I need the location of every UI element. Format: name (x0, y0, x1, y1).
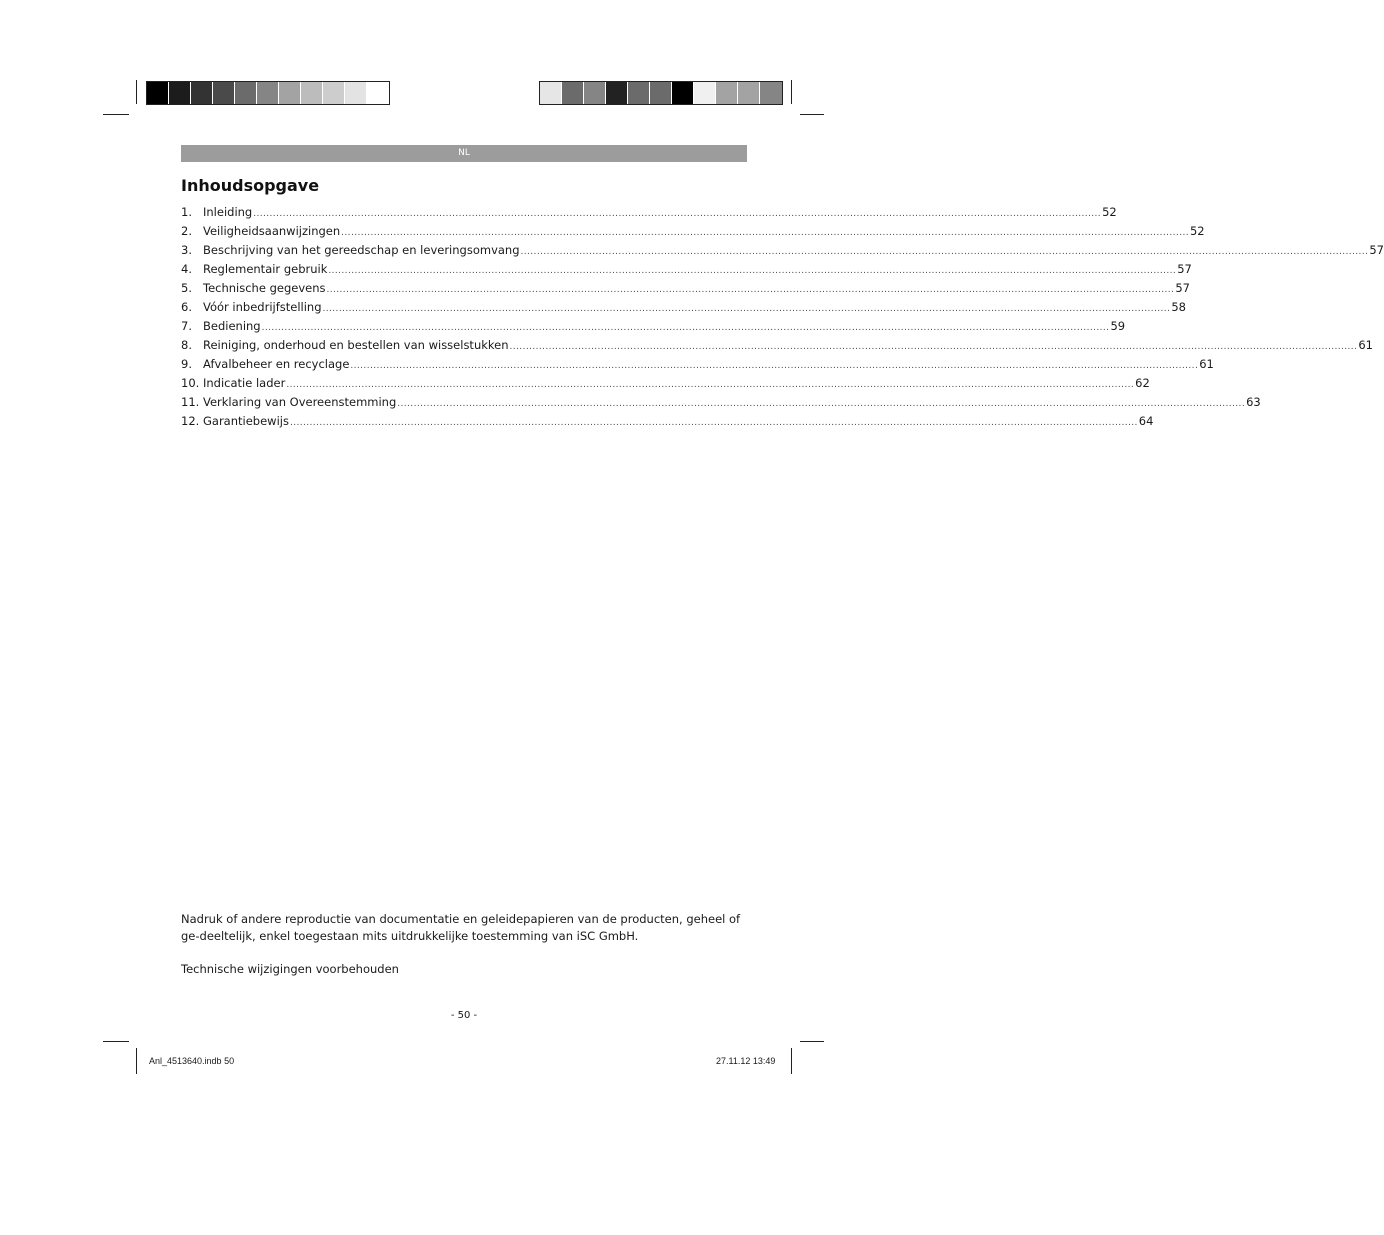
toc-item-number: 2. (181, 224, 192, 238)
color-swatch (213, 82, 235, 104)
toc-item-label: Beschrijving van het gereedschap en leveringsomvang (203, 243, 520, 257)
toc-item-label: Verklaring van Overeenstemming (203, 395, 397, 409)
toc-item (181, 203, 1117, 222)
toc-leader-dots: .................................................................................................................................................................................................................................................................... (253, 209, 1102, 219)
color-swatch (584, 82, 606, 104)
color-swatch (301, 82, 323, 104)
registration-bar-left (146, 81, 390, 105)
color-swatch (323, 82, 345, 104)
color-swatch (279, 82, 301, 104)
toc-item-label: Garantiebewijs (203, 414, 289, 428)
toc-item-page: 59 (1110, 319, 1126, 333)
toc-item-label: Indicatie lader (203, 376, 286, 390)
toc-leader-dots: .................................................................................................................................................................................................................................................................... (322, 304, 1171, 314)
toc-leader-dots: .................................................................................................................................................................................................................................................................... (341, 228, 1189, 238)
color-swatch (235, 82, 257, 104)
toc-item-label: Technische gegevens (203, 281, 326, 295)
color-swatch (738, 82, 760, 104)
toc-leader-dots: .................................................................................................................................................................................................................................................................... (520, 247, 1369, 257)
toc-item-number: 3. (181, 243, 192, 257)
toc-item-number: 12. (181, 414, 200, 428)
reproduction-notice: Nadruk of andere reproductie van documentatie en geleidepapieren van de producten, geheel of ge-deeltelijk, enkel toegestaan mits uitdrukkelijke toestemming van iSC GmbH. (181, 912, 741, 943)
toc-item-page: 64 (1138, 414, 1154, 428)
toc-item-page: 58 (1171, 300, 1186, 314)
toc-leader-dots: .................................................................................................................................................................................................................................................................... (328, 266, 1177, 276)
color-swatch (169, 82, 191, 104)
toc-item-page: 57 (1177, 262, 1192, 276)
toc-item-label: Vóór inbedrijfstelling (203, 300, 322, 314)
toc-item-number: 7. (181, 319, 192, 333)
toc-item-number: 5. (181, 281, 192, 295)
toc-item-label: Veiligheidsaanwijzingen (203, 224, 341, 238)
color-swatch (694, 82, 716, 104)
toc-item-label: Afvalbeheer en recyclage (203, 357, 350, 371)
toc-item (181, 374, 1150, 393)
registration-bar-right (539, 81, 783, 105)
toc-leader-dots: .................................................................................................................................................................................................................................................................... (509, 342, 1358, 352)
toc-item-page: 62 (1135, 376, 1150, 390)
toc-item (181, 298, 1186, 317)
footer-file: Anl_4513640.indb 50 (149, 1056, 235, 1066)
toc-item (181, 355, 1214, 374)
crop-mark (136, 80, 137, 104)
toc-item (181, 222, 1205, 241)
color-swatch (540, 82, 562, 104)
toc-item-label: Inleiding (203, 205, 253, 219)
color-swatch (147, 82, 169, 104)
toc-item (181, 317, 1126, 336)
toc-item-page: 52 (1102, 205, 1117, 219)
toc-item-number: 1. (181, 205, 192, 219)
crop-mark (791, 1048, 792, 1074)
toc-item-number: 4. (181, 262, 192, 276)
toc-item-page: 63 (1246, 395, 1261, 409)
toc-item (181, 279, 1190, 298)
crop-mark (136, 1048, 137, 1074)
toc-item (181, 393, 1261, 412)
toc-item-label: Reiniging, onderhoud en bestellen van wisselstukken (203, 338, 509, 352)
toc-leader-dots: .................................................................................................................................................................................................................................................................... (397, 399, 1246, 409)
tech-notice: Technische wijzigingen voorbehouden (181, 962, 399, 976)
toc-item-page: 57 (1175, 281, 1190, 295)
toc-leader-dots: .................................................................................................................................................................................................................................................................... (350, 361, 1199, 371)
color-swatch (606, 82, 628, 104)
crop-mark (791, 80, 792, 104)
toc-item-page: 52 (1189, 224, 1205, 238)
page-title: Inhoudsopgave (181, 176, 320, 195)
toc-item-page: 61 (1199, 357, 1214, 371)
toc-leader-dots: .................................................................................................................................................................................................................................................................... (286, 380, 1135, 390)
color-swatch (367, 82, 389, 104)
toc-item-number: 11. (181, 395, 200, 409)
toc-item-page: 61 (1358, 338, 1373, 352)
color-swatch (760, 82, 782, 104)
toc-item-page: 57 (1369, 243, 1384, 257)
color-swatch (345, 82, 367, 104)
toc-leader-dots: .................................................................................................................................................................................................................................................................... (289, 418, 1138, 428)
crop-mark (800, 1041, 824, 1042)
toc-item-number: 6. (181, 300, 192, 314)
color-swatch (716, 82, 738, 104)
crop-mark (800, 114, 824, 115)
language-header: NL (181, 145, 747, 162)
crop-mark (103, 114, 129, 115)
toc-leader-dots: .................................................................................................................................................................................................................................................................... (326, 285, 1175, 295)
color-swatch (628, 82, 650, 104)
toc-item (181, 241, 1384, 260)
toc-item-number: 8. (181, 338, 192, 352)
color-swatch (650, 82, 672, 104)
color-swatch (257, 82, 279, 104)
toc-item-number: 9. (181, 357, 192, 371)
table-of-contents (181, 203, 1384, 431)
color-swatch (672, 82, 694, 104)
toc-item (181, 260, 1192, 279)
toc-item-label: Reglementair gebruik (203, 262, 328, 276)
footer-timestamp: 27.11.12 13:49 (716, 1056, 776, 1066)
toc-item (181, 336, 1373, 355)
toc-leader-dots: .................................................................................................................................................................................................................................................................... (261, 323, 1110, 333)
color-swatch (191, 82, 213, 104)
crop-mark (103, 1041, 129, 1042)
toc-item-number: 10. (181, 376, 200, 390)
toc-item-label: Bediening (203, 319, 261, 333)
page-number: - 50 - (450, 1010, 478, 1021)
toc-item (181, 412, 1154, 431)
color-swatch (562, 82, 584, 104)
